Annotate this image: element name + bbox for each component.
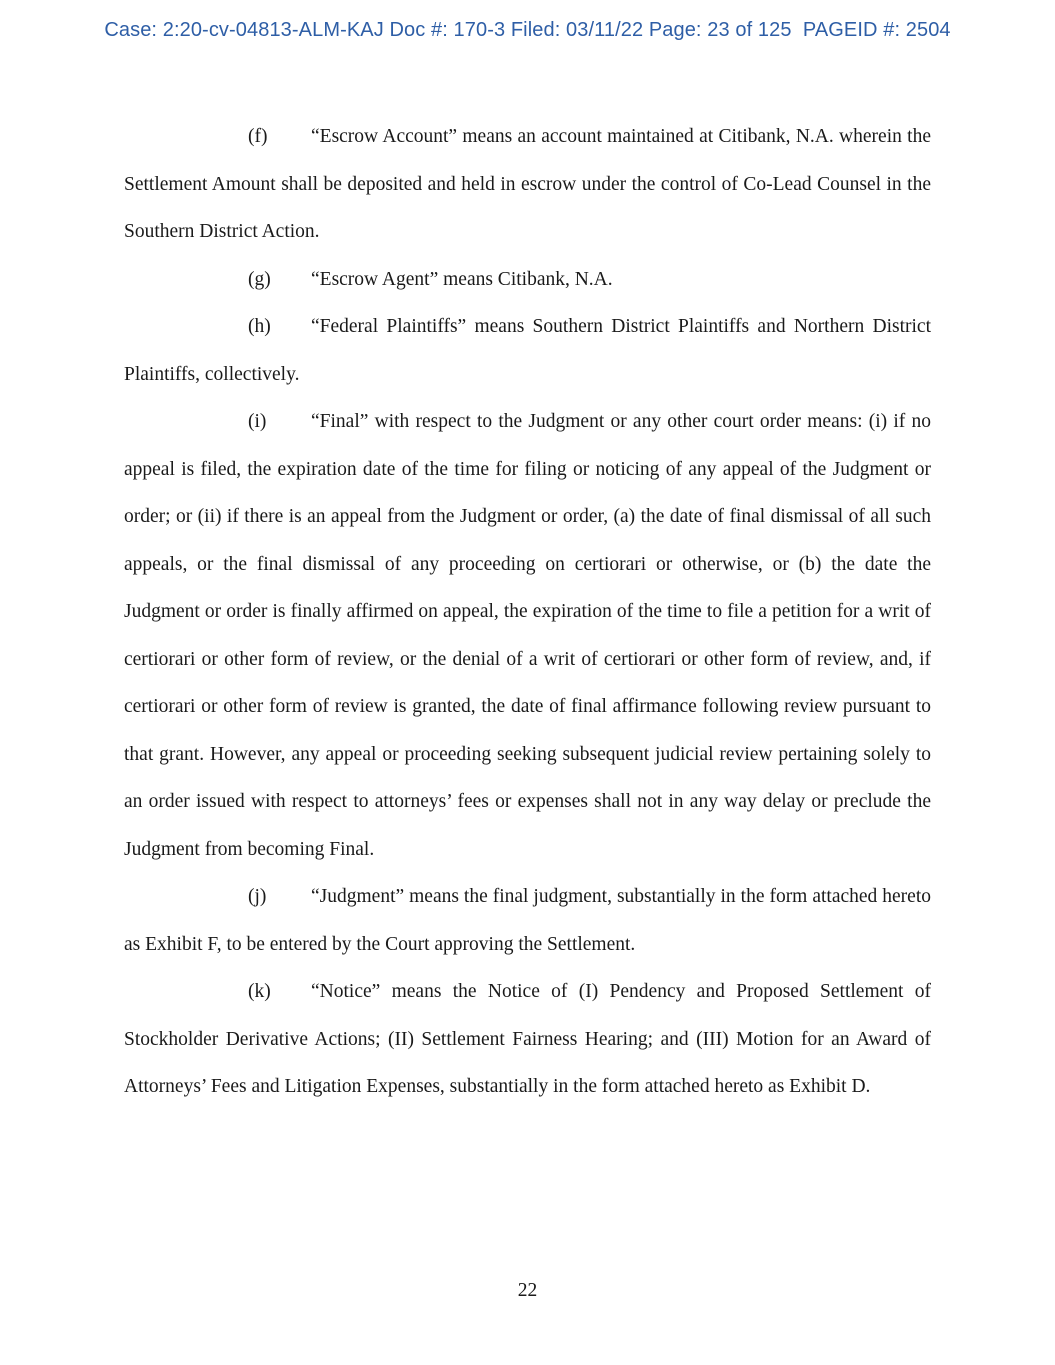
paragraph-text: “Escrow Account” means an account maintained at Citibank, N.A. wherein the Settlement Amount shall be deposited and held in escrow under the control of Co-Lead Counsel in the Southern District Action. [124,126,931,242]
paragraph-marker: (j) [248,886,267,907]
paragraph-marker: (f) [248,126,268,147]
definition-j [124,873,931,968]
definition-k [124,968,931,1111]
paragraph-text: “Escrow Agent” means Citibank, N.A. [311,268,613,290]
paragraph-text: “Final” with respect to the Judgment or any other court order means: (i) if no appeal is filed, the expiration date of the time for filing or noticing of any appeal of the Judgment or order; or (ii) if there is an appeal from the Judgment or order, (a) the date of final dismissal of all such appeals, or the final dismissal of any proceeding on certiorari or otherwise, or (b) the date the Judgment or order is finally affirmed on appeal, the expiration of the time to file a petition for a writ of certiorari or other form of review, or the denial of a writ of certiorari or other form of review, and, if certiorari or other form of review is granted, the date of final affirmance following review pursuant to that grant. However, any appeal or proceeding seeking subsequent judicial review pertaining solely to an order issued with respect to attorneys’ fees or expenses shall not in any way delay or preclude the Judgment from becoming Final. [124,411,931,860]
definition-g [124,256,931,304]
paragraph-marker: (k) [248,981,271,1002]
paragraph-text: “Federal Plaintiffs” means Southern District Plaintiffs and Northern District Plaintiffs, collectively. [124,316,931,385]
page-number: 22 [517,1280,538,1301]
definition-h [124,303,931,398]
paragraph-marker: (h) [248,316,271,337]
document-body [124,113,931,1111]
definition-f [124,113,931,256]
definition-i [124,398,931,873]
paragraph-text: “Notice” means the Notice of (I) Pendency and Proposed Settlement of Stockholder Derivative Actions; (II) Settlement Fairness Hearing; and (III) Motion for an Award of Attorneys’ Fees and Litigation Expenses, substantially in the form attached hereto as Exhibit D. [124,981,931,1097]
case-header: Case: 2:20-cv-04813-ALM-KAJ Doc #: 170-3 Filed: 03/11/22 Page: 23 of 125 PAGEID #: 2504 [104,19,951,41]
paragraph-marker: (i) [248,411,267,432]
paragraph-text: “Judgment” means the final judgment, substantially in the form attached hereto as Exhibit F, to be entered by the Court approving the Settlement. [124,886,931,955]
paragraph-marker: (g) [248,268,271,290]
